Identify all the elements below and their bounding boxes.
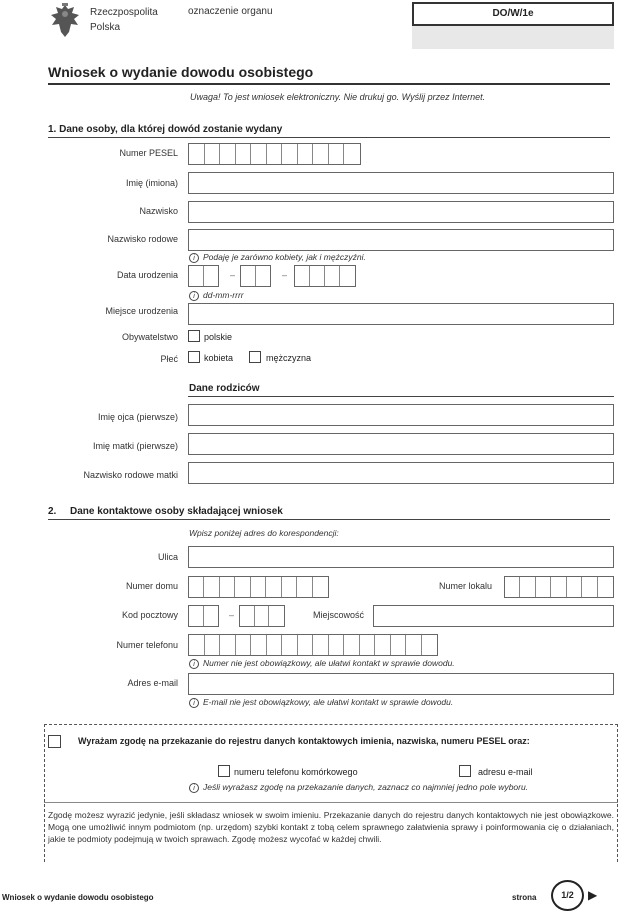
section2-number: 2.	[48, 506, 57, 517]
family-name-note: i Podaję je zarówno kobiety, jak i mężczyźni.	[189, 252, 366, 263]
title-divider	[48, 83, 610, 85]
section2-divider	[48, 519, 610, 520]
eagle-emblem-icon	[48, 2, 82, 40]
flat-number-input[interactable]	[504, 576, 614, 598]
city-input[interactable]	[373, 605, 614, 627]
consent-label: Wyrażam zgodę na przekazanie do rejestru danych kontaktowych imienia, nazwiska, numeru PESEL oraz:	[78, 736, 530, 746]
consent-email-checkbox[interactable]	[459, 765, 471, 777]
page-number: 1/2	[561, 890, 574, 900]
postal-code-suffix-input[interactable]	[239, 605, 285, 627]
section1-divider	[48, 137, 610, 138]
email-note: i E-mail nie jest obowiązkowy, ale ułatwi kontakt w sprawie dowodu.	[189, 697, 453, 708]
flat-number-label: Numer lokalu	[438, 581, 492, 591]
date-separator: –	[230, 270, 236, 280]
consent-divider	[44, 802, 618, 803]
father-name-input[interactable]	[188, 404, 614, 426]
sex-female-label: kobieta	[204, 353, 234, 363]
mother-name-label: Imię matki (pierwsze)	[92, 441, 178, 451]
pesel-input[interactable]	[188, 143, 361, 165]
consent-phone-label: numeru telefonu komórkowego	[234, 767, 358, 777]
citizenship-option-label: polskie	[204, 332, 233, 342]
address-note: Wpisz poniżej adres do korespondencji:	[189, 528, 339, 538]
postal-code-prefix-input[interactable]	[188, 605, 219, 627]
section1-heading: 1. Dane osoby, dla której dowód zostanie wydany	[48, 124, 283, 135]
organ-label: oznaczenie organu	[188, 6, 273, 17]
sex-label: Płeć	[160, 354, 178, 364]
consent-email-label: adresu e-mail	[478, 767, 533, 777]
parents-heading: Dane rodziców	[189, 383, 260, 394]
citizenship-label: Obywatelstwo	[121, 332, 178, 342]
birth-place-input[interactable]	[188, 303, 614, 325]
street-label: Ulica	[157, 552, 178, 562]
father-name-label: Imię ojca (pierwsze)	[97, 412, 178, 422]
consent-phone-checkbox[interactable]	[218, 765, 230, 777]
consent-note: i Jeśli wyrażasz zgodę na przekazanie danych, zaznacz co najmniej jedno pole wyboru.	[189, 782, 528, 793]
page-title: Wniosek o wydanie dowodu osobistego	[48, 64, 314, 80]
parents-divider	[188, 396, 614, 397]
first-name-input[interactable]	[188, 172, 614, 194]
sex-female-checkbox[interactable]	[188, 351, 200, 363]
consent-paragraph: Zgodę możesz wyrazić jedynie, jeśli składasz wniosek w swoim imieniu. Przekazanie danych do rejestru danych kontaktowych nie jest obowiązkowe. Mogą one umożliwić innym podmiotom (np. urzędom) szybki kontakt z tobą celem sprawnego załatwienia sprawy i poinformowania cię o działaniach, jakie te podmioty podejmują w twoich sprawach. Zgodę możesz wycofać w każdej chwili.	[48, 810, 614, 844]
form-code-box	[412, 2, 614, 26]
date-separator: –	[282, 270, 288, 280]
house-number-input[interactable]	[188, 576, 329, 598]
email-input[interactable]	[188, 673, 614, 695]
phone-label: Numer telefonu	[116, 640, 178, 650]
mother-family-name-label: Nazwisko rodowe matki	[83, 470, 178, 480]
form-code: DO/W/1e	[492, 8, 534, 19]
family-name-input[interactable]	[188, 229, 614, 251]
warning-text: Uwaga! To jest wniosek elektroniczny. Nie drukuj go. Wyślij przez Internet.	[190, 92, 486, 102]
footer-title: Wniosek o wydanie dowodu osobistego	[2, 893, 154, 902]
email-label: Adres e-mail	[127, 678, 178, 688]
phone-input[interactable]	[188, 634, 438, 656]
birth-year-input[interactable]	[294, 265, 356, 287]
consent-checkbox[interactable]	[48, 735, 61, 748]
country-name: Rzeczpospolita Polska	[90, 7, 158, 33]
sex-male-checkbox[interactable]	[249, 351, 261, 363]
info-icon: i	[189, 253, 199, 263]
mother-family-name-input[interactable]	[188, 462, 614, 484]
sex-male-label: mężczyzna	[266, 353, 312, 363]
birth-day-input[interactable]	[188, 265, 219, 287]
street-input[interactable]	[188, 546, 614, 568]
info-icon: i	[189, 783, 199, 793]
birth-month-input[interactable]	[240, 265, 271, 287]
postal-code-label: Kod pocztowy	[121, 610, 178, 620]
next-page-arrow-icon[interactable]: ▶	[588, 888, 598, 902]
city-label: Miejscowość	[312, 610, 364, 620]
house-number-label: Numer domu	[125, 581, 178, 591]
page-label: strona	[512, 893, 537, 902]
info-icon: i	[189, 291, 199, 301]
section2-heading: Dane kontaktowe osoby składającej wniosek	[70, 506, 283, 517]
mother-name-input[interactable]	[188, 433, 614, 455]
info-icon: i	[189, 659, 199, 669]
organ-stamp-area	[412, 26, 614, 49]
first-name-label: Imię (imiona)	[125, 178, 178, 188]
birth-place-label: Miejsce urodzenia	[105, 306, 178, 316]
phone-note: i Numer nie jest obowiązkowy, ale ułatwi kontakt w sprawie dowodu.	[189, 658, 455, 669]
surname-input[interactable]	[188, 201, 614, 223]
birth-date-label: Data urodzenia	[116, 270, 178, 280]
postal-separator: –	[229, 610, 235, 620]
citizenship-polish-checkbox[interactable]	[188, 330, 200, 342]
info-icon: i	[189, 698, 199, 708]
page-number-badge	[551, 880, 584, 911]
family-name-label: Nazwisko rodowe	[107, 234, 178, 244]
surname-label: Nazwisko	[139, 206, 178, 216]
birth-date-note: i dd-mm-rrrr	[189, 290, 244, 301]
pesel-label: Numer PESEL	[119, 148, 178, 158]
